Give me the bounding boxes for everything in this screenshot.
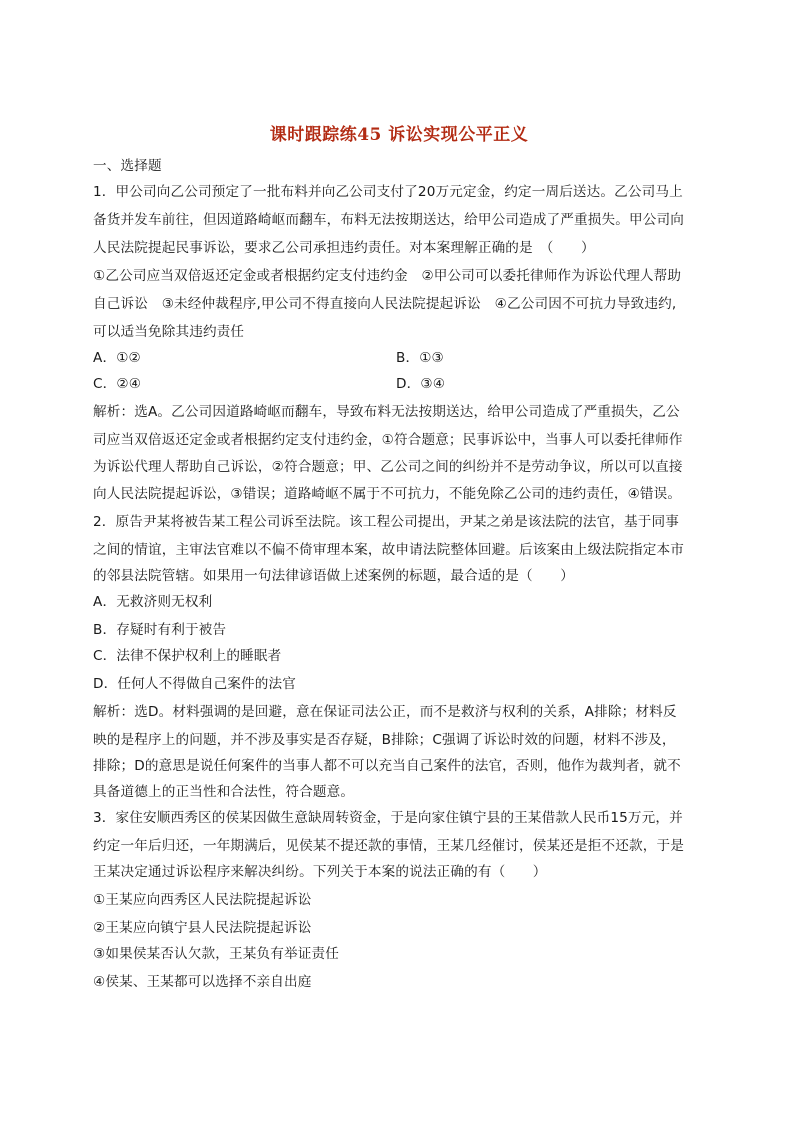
q2-analysis-line: 具备道德上的正当性和合法性，符合题意。 xyxy=(93,784,355,800)
q1-stem-line: 自己诉讼 ③未经仲裁程序,甲公司不得直接向人民法院提起诉讼 ④乙公司因不可抗力导致违约, xyxy=(93,296,677,312)
section-heading: 一、选择题 xyxy=(93,158,162,174)
q2-option-a: A．无救济则无权利 xyxy=(93,594,213,610)
q1-analysis-line: 向人民法院提起诉讼，③错误；道路崎岖不属于不可抗力，不能免除乙公司的违约责任，④错误。 xyxy=(93,486,682,502)
q2-stem-line: 之间的情谊，主审法官难以不偏不倚审理本案，故申请法院整体回避。后该案由上级法院指定本市 xyxy=(93,542,684,558)
q1-stem-line: 人民法院提起民事诉讼，要求乙公司承担违约责任。对本案理解正确的是 （ ） xyxy=(93,240,595,256)
q3-statement: ②王某应向镇宁县人民法院提起诉讼 xyxy=(93,920,312,936)
q1-stem-line: 备货并发车前往，但因道路崎岖而翻车，布料无法按期送达，给甲公司造成了严重损失。甲公司向 xyxy=(93,212,684,228)
q1-analysis-line: 司应当双倍返还定金或者根据约定支付违约金，①符合题意；民事诉讼中，当事人可以委托律师作 xyxy=(93,432,683,448)
q2-option-b: B．存疑时有利于被告 xyxy=(93,622,227,638)
q3-stem-line: 约定一年后归还，一年期满后，见侯某不提还款的事情，王某几经催讨，侯某还是拒不还款，于是 xyxy=(93,838,684,854)
page-title: 课时跟踪练45 诉讼实现公平正义 xyxy=(269,125,529,145)
q3-statement: ①王某应向西秀区人民法院提起诉讼 xyxy=(93,892,312,908)
q1-analysis-line: 解析：选A。乙公司因道路崎岖而翻车，导致布料无法按期送达，给甲公司造成了严重损失，乙公 xyxy=(93,404,680,420)
q1-option-c: C．②④ xyxy=(93,376,142,392)
q1-option-d: D．③④ xyxy=(396,376,446,392)
q2-analysis-line: 解析：选D。材料强调的是回避，意在保证司法公正，而不是救济与权利的关系，A排除；材料反 xyxy=(93,704,677,720)
q1-stem-line: 可以适当免除其违约责任 xyxy=(93,324,245,340)
q1-stem-line: 1．甲公司向乙公司预定了一批布料并向乙公司支付了20万元定金，约定一周后送达。乙公司马上 xyxy=(93,184,683,200)
q2-stem-line: 2．原告尹某将被告某工程公司诉至法院。该工程公司提出，尹某之弟是该法院的法官，基于同事 xyxy=(93,514,680,530)
q1-stem-line: ①乙公司应当双倍返还定金或者根据约定支付违约金 ②甲公司可以委托律师作为诉讼代理人帮助 xyxy=(93,268,682,284)
q1-option-a: A．①② xyxy=(93,350,141,366)
q1-analysis-line: 为诉讼代理人帮助自己诉讼，②符合题意；甲、乙公司之间的纠纷并不是劳动争议，所以可以直接 xyxy=(93,459,683,475)
q2-stem-line: 的邻县法院管辖。如果用一句法律谚语做上述案例的标题，最合适的是（ ） xyxy=(93,568,575,584)
q2-analysis-line: 排除；D的意思是说任何案件的当事人都不可以充当自己案件的法官，否则，他作为裁判者，就不 xyxy=(93,758,681,774)
q2-analysis-line: 映的是程序上的问题，并不涉及事实是否存疑，B排除；C强调了诉讼时效的问题，材料不涉及， xyxy=(93,732,676,748)
q2-option-d: D．任何人不得做自己案件的法官 xyxy=(93,676,297,692)
q1-option-b: B．①③ xyxy=(396,350,444,366)
q3-statement: ④侯某、王某都可以选择不亲自出庭 xyxy=(93,974,312,990)
q3-stem-line: 王某决定通过诉讼程序来解决纠纷。下列关于本案的说法正确的有（ ） xyxy=(93,864,547,880)
q3-statement: ③如果侯某否认欠款，王某负有举证责任 xyxy=(93,946,339,962)
q2-option-c: C．法律不保护权利上的睡眠者 xyxy=(93,648,282,664)
q3-stem-line: 3．家住安顺西秀区的侯某因做生意缺周转资金，于是向家住镇宁县的王某借款人民币15万元，并 xyxy=(93,810,683,826)
